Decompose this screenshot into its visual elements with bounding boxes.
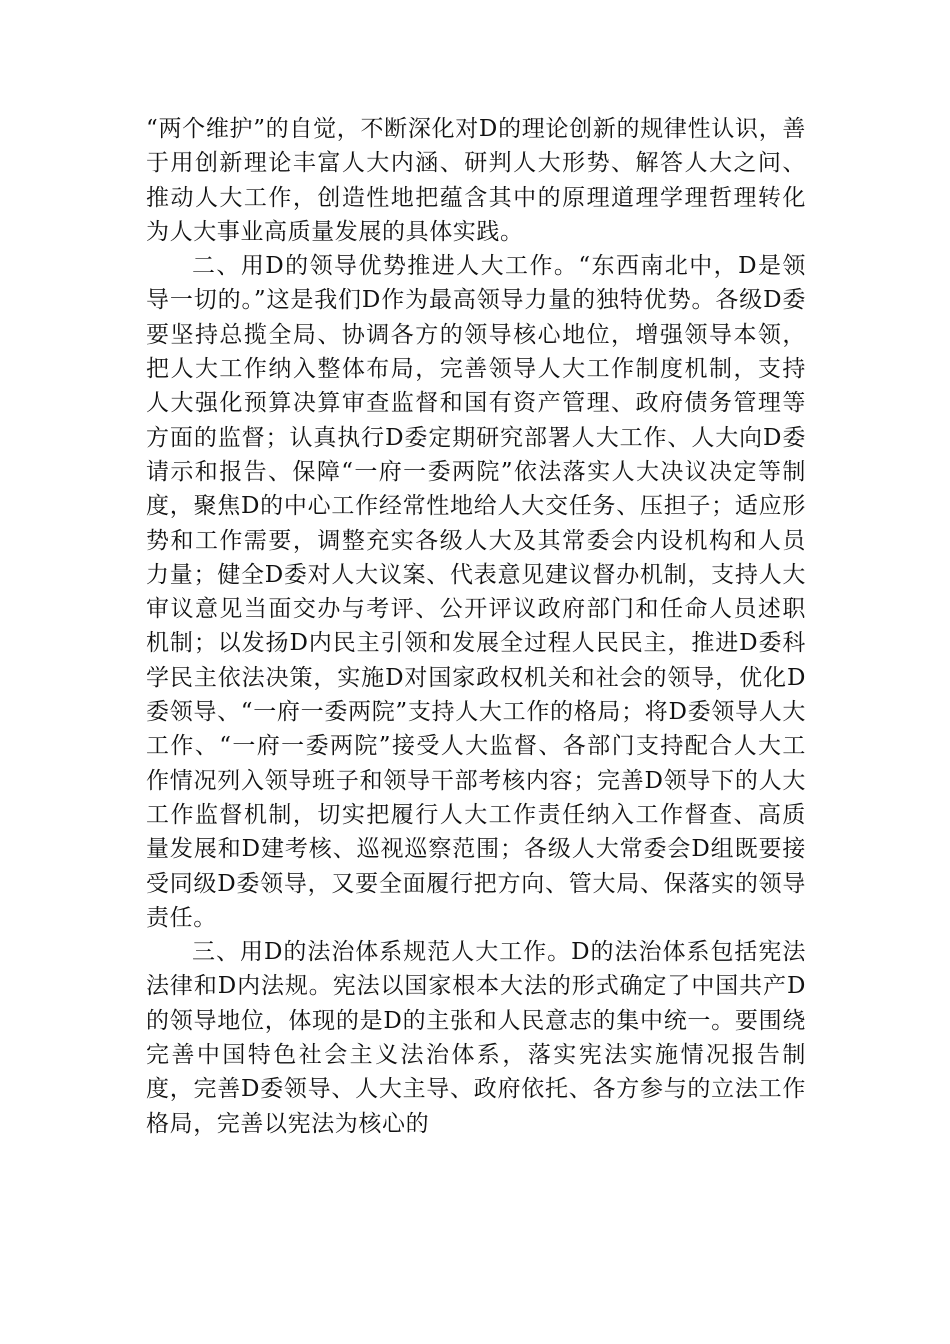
paragraph-1: “两个维护”的自觉，不断深化对D的理论创新的规律性认识，善于用创新理论丰富人大内涵、研判人大形势、解答人大之问、推动人大工作，创造性地把蕴含其中的原理道理学理哲理转化为人大事业高质量发展的具体实践。 xyxy=(146,116,806,245)
paragraph-3: 三、用D的法治体系规范人大工作。D的法治体系包括宪法法律和D内法规。宪法以国家根本大法的形式确定了中国共产D的领导地位，体现的是D的主张和人民意志的集中统一。要围绕完善中国特色社会主义法治体系，落实宪法实施情况报告制度，完善D委领导、人大主导、政府依托、各方参与的立法工作格局，完善以宪法为核心的 xyxy=(146,939,806,1137)
paragraph-2: 二、用D的领导优势推进人大工作。“东西南北中，D是领导一切的。”这是我们D作为最高领导力量的独特优势。各级D委要坚持总揽全局、协调各方的领导核心地位，增强领导本领，把人大工作纳入整体布局，完善领导人大工作制度机制，支持人大强化预算决算审查监督和国有资产管理、政府债务管理等方面的监督；认真执行D委定期研究部署人大工作、人大向D委请示和报告、保障“一府一委两院”依法落实人大决议决定等制度，聚焦D的中心工作经常性地给人大交任务、压担子；适应形势和工作需要，调整充实各级人大及其常委会内设机构和人员力量；健全D委对人大议案、代表意见建议督办机制，支持人大审议意见当面交办与考评、公开评议政府部门和任命人员述职机制；以发扬D内民主引领和发展全过程人民民主，推进D委科学民主依法决策，实施D对国家政权机关和社会的领导，优化D委领导、“一府一委两院”支持人大工作的格局；将D委领导人大工作、“一府一委两院”接受人大监督、各部门支持配合人大工作情况列入领导班子和领导干部考核内容；完善D领导下的人大工作监督机制，切实把履行人大工作责任纳入工作督查、高质量发展和D建考核、巡视巡察范围；各级人大常委会D组既要接受同级D委领导，又要全面履行把方向、管大局、保落实的领导责任。 xyxy=(146,253,806,931)
document-body xyxy=(146,112,806,1141)
